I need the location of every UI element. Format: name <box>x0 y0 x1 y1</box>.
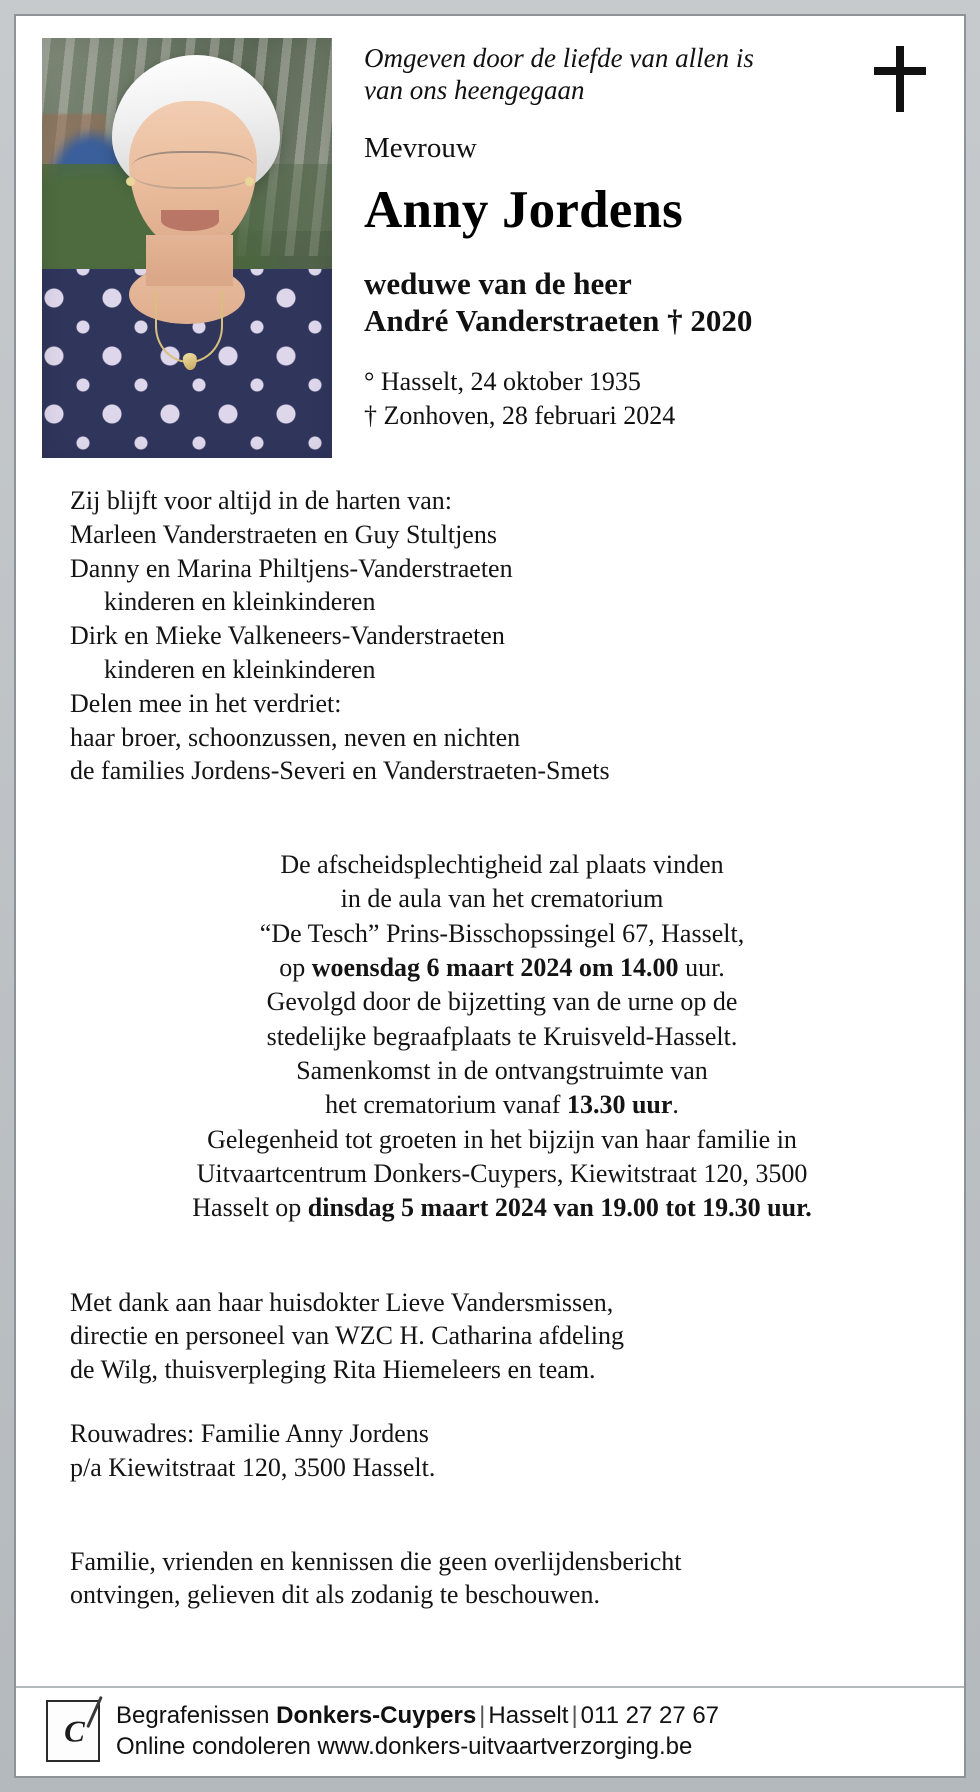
family-member: Marleen Vanderstraeten en Guy Stultjens <box>70 519 497 549</box>
footer <box>16 1686 964 1776</box>
header-row <box>42 38 938 458</box>
family-member: kinderen en kleinkinderen <box>104 587 376 617</box>
ceremony-line: Gelegenheid tot groeten in het bijzijn van haar familie in <box>207 1124 797 1154</box>
logo-monogram: C <box>64 1713 82 1749</box>
spouse-relation <box>364 266 938 339</box>
gathering-time-suffix: . <box>672 1090 679 1120</box>
spouse-relation-line-1: weduwe van de heer <box>364 266 632 302</box>
notice-line: ontvingen, gelieven dit als zodanig te beschouwen. <box>70 1580 600 1610</box>
spacer <box>70 1515 934 1545</box>
family-member: Danny en Marina Philtjens-Vanderstraeten <box>70 553 513 583</box>
spacer <box>70 1387 934 1417</box>
main-text <box>42 458 938 1686</box>
visitation-venue: Uitvaartcentrum Donkers-Cuypers, Kiewitstraat 120, 3500 <box>196 1158 808 1188</box>
family-member: kinderen en kleinkinderen <box>104 654 376 684</box>
visitation-datetime-bold: dinsdag 5 maart 2024 van 19.00 tot 19.30 uur. <box>307 1193 812 1223</box>
ceremony-line: Samenkomst in de ontvangstruimte van <box>296 1056 708 1086</box>
photo-vignette <box>42 38 332 458</box>
deceased-name: Anny Jordens <box>364 180 684 239</box>
footer-line-2[interactable]: Online condoleren www.donkers-uitvaartverzorging.be <box>116 1732 693 1760</box>
spacer <box>70 1485 934 1515</box>
spacer <box>70 1226 934 1256</box>
footer-contact <box>116 1700 719 1762</box>
footer-company-prefix: Begrafenissen <box>116 1701 277 1729</box>
spacer <box>70 818 934 848</box>
spacer <box>70 788 934 818</box>
spouse-relation-line-2: André Vanderstraeten † 2020 <box>364 302 753 338</box>
ceremony-datetime-suffix: uur. <box>678 953 725 983</box>
ceremony-datetime <box>70 951 934 985</box>
salutation: Mevrouw <box>364 131 477 164</box>
card-inner-border <box>14 14 966 1778</box>
notice-line: Familie, vrienden en kennissen die geen overlijdensbericht <box>70 1546 682 1576</box>
ceremony-line: in de aula van het crematorium <box>340 884 664 914</box>
heading-block <box>332 38 938 432</box>
birth-date: ° Hasselt, 24 oktober 1935 <box>364 367 641 397</box>
footer-city: Hasselt <box>488 1701 569 1729</box>
ceremony-line: Gevolgd door de bijzetting van de urne op de <box>266 987 738 1017</box>
gathering-time-prefix: het crematorium vanaf <box>325 1090 567 1120</box>
ceremony-line: De afscheidsplechtigheid zal plaats vinden <box>280 850 724 880</box>
gathering-time <box>70 1088 934 1122</box>
opening-quote: Omgeven door de liefde van allen is van ons heengegaan <box>364 43 754 106</box>
thanks-line: directie en personeel van WZC H. Catharina afdeling <box>70 1321 624 1351</box>
visitation-datetime <box>70 1191 934 1225</box>
card-body <box>16 16 964 1776</box>
mourning-address-line: Rouwadres: Familie Anny Jordens <box>70 1419 429 1448</box>
ceremony-datetime-prefix: op <box>279 953 312 983</box>
spacer <box>70 1256 934 1286</box>
footer-line-1 <box>116 1700 719 1731</box>
ceremony-line: stedelijke begraafplaats te Kruisveld-Hasselt. <box>266 1021 738 1051</box>
ceremony-datetime-bold: woensdag 6 maart 2024 om 14.00 <box>311 953 679 983</box>
thanks-line: Met dank aan haar huisdokter Lieve Vandersmissen, <box>70 1287 614 1317</box>
gathering-time-bold: 13.30 uur <box>566 1090 673 1120</box>
ceremony-venue: “De Tesch” Prins-Bisschopssingel 67, Hasselt, <box>259 918 745 948</box>
life-dates <box>364 365 938 432</box>
condolence-line: de families Jordens-Severi en Vanderstraeten-Smets <box>70 756 610 786</box>
funeral-home-logo-icon <box>46 1700 100 1762</box>
visitation-datetime-prefix: Hasselt op <box>192 1193 308 1223</box>
latin-cross-icon <box>874 46 926 112</box>
family-member: Dirk en Mieke Valkeneers-Vanderstraeten <box>70 621 505 651</box>
condolence-line: haar broer, schoonzussen, neven en nichten <box>70 722 521 752</box>
footer-separator: | <box>479 1701 486 1729</box>
footer-company-name: Donkers-Cuypers <box>276 1701 477 1729</box>
mourning-address-line: p/a Kiewitstraat 120, 3500 Hasselt. <box>70 1452 436 1482</box>
death-date: † Zonhoven, 28 februari 2024 <box>364 400 676 430</box>
portrait-photo <box>42 38 332 458</box>
condolence-intro: Delen mee in het verdriet: <box>70 688 342 718</box>
footer-separator: | <box>571 1701 578 1729</box>
family-intro: Zij blijft voor altijd in de harten van: <box>70 486 452 515</box>
thanks-line: de Wilg, thuisverpleging Rita Hiemeleers en team. <box>70 1355 596 1385</box>
footer-phone: 011 27 27 67 <box>580 1701 720 1729</box>
